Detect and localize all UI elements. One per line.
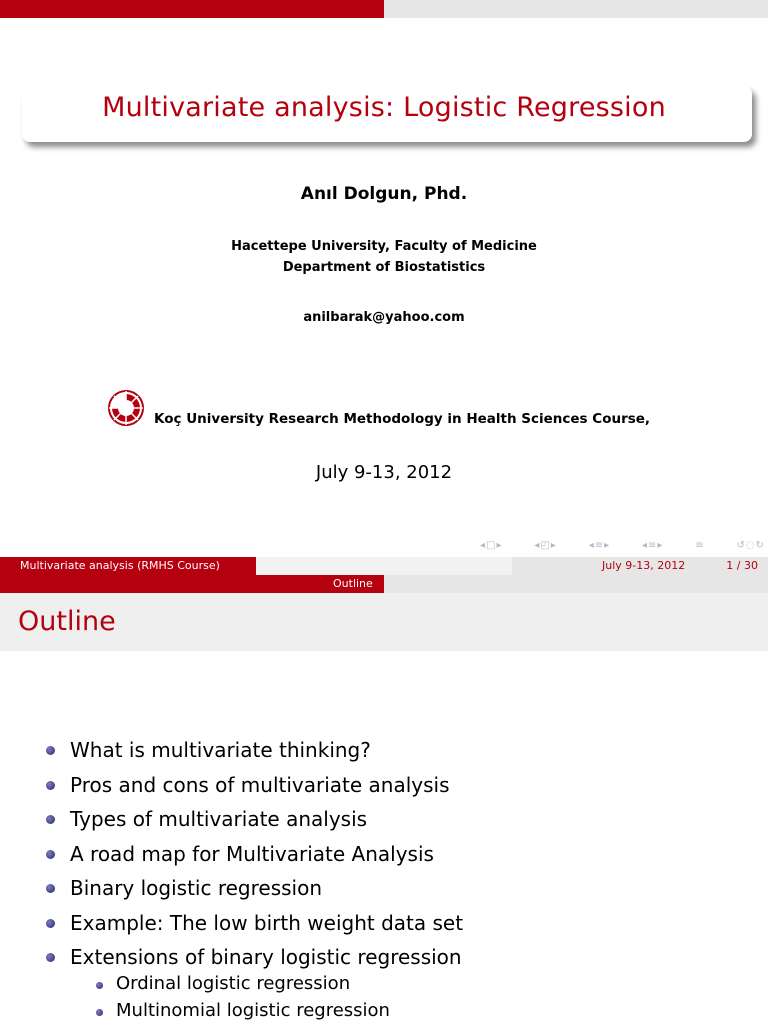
nav-frame-right-icon[interactable]: ◂◰▸ bbox=[534, 539, 557, 551]
nav-subsection-icon[interactable]: ◂≡▸ bbox=[588, 539, 611, 551]
footer-right bbox=[512, 557, 768, 575]
footer-page: 1 / 30 bbox=[726, 559, 758, 572]
footer-middle bbox=[256, 557, 512, 575]
course-line: Koç University Research Methodology in Health Sciences Course, bbox=[154, 411, 651, 427]
list-item: What is multivariate thinking? bbox=[0, 734, 463, 769]
list-item: Types of multivariate analysis bbox=[0, 803, 463, 838]
institution-line1: Hacettepe University, Faculty of Medicine bbox=[231, 239, 537, 254]
nav-section-icon[interactable]: ◂≡▸ bbox=[641, 539, 664, 551]
list-item: Extensions of binary logistic regression bbox=[0, 941, 463, 976]
top-bar-right bbox=[384, 0, 768, 18]
search-icon[interactable]: ↺◌↻ bbox=[736, 539, 765, 551]
section-bar-left bbox=[0, 575, 384, 593]
frame-title: Outline bbox=[18, 606, 116, 637]
nav-frame-left-icon[interactable]: ◂□▸ bbox=[480, 539, 503, 551]
list-item: Pros and cons of multivariate analysis bbox=[0, 769, 463, 804]
list-subitem: Ordinal logistic regression bbox=[0, 970, 390, 997]
section-bar-right bbox=[384, 575, 768, 593]
footer-left bbox=[0, 557, 256, 575]
navigation-symbols bbox=[480, 537, 765, 553]
email: anilbarak@yahoo.com bbox=[303, 310, 465, 325]
koc-university-logo-icon bbox=[104, 388, 152, 428]
list-subitem: Multinomial logistic regression bbox=[0, 997, 390, 1024]
section-label[interactable]: Outline bbox=[333, 577, 373, 590]
list-item: A road map for Multivariate Analysis bbox=[0, 838, 463, 873]
author-name: Anıl Dolgun, Phd. bbox=[300, 184, 468, 204]
date: July 9-13, 2012 bbox=[315, 462, 453, 483]
list-item: Binary logistic regression bbox=[0, 872, 463, 907]
nav-align-icon[interactable]: ≡ bbox=[695, 539, 705, 551]
footer-left-text: Multivariate analysis (RMHS Course) bbox=[20, 559, 220, 572]
outline-list bbox=[0, 734, 463, 976]
footer-date: July 9-13, 2012 bbox=[602, 559, 686, 572]
slide-title: Multivariate analysis: Logistic Regression bbox=[102, 92, 666, 123]
list-item: Example: The low birth weight data set bbox=[0, 907, 463, 942]
institution-line2: Department of Biostatistics bbox=[282, 260, 486, 275]
top-bar-left bbox=[0, 0, 384, 18]
outline-sublist bbox=[0, 970, 390, 1024]
